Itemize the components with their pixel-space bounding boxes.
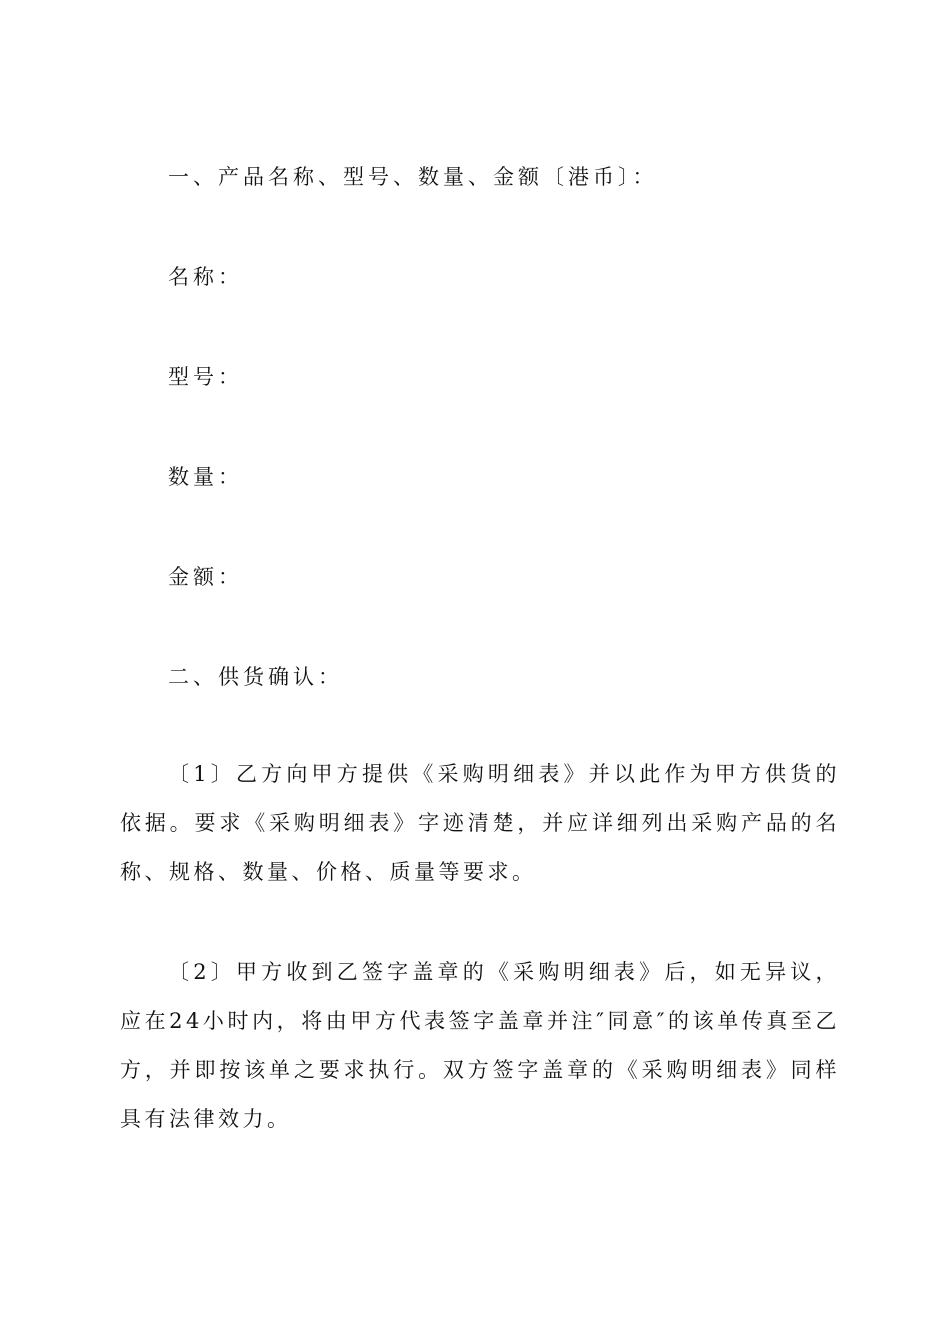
supply-paragraph-2: 〔2〕甲方收到乙签字盖章的《采购明细表》后，如无异议，应在24小时内，将由甲方代表签字盖章并注″同意″的该单传真至乙方，并即按该单之要求执行。双方签字盖章的《采购明细表》同样具有法律效力。 — [120, 960, 840, 1131]
field-label-model: 型号： — [168, 365, 243, 389]
section-1-heading: 一、产品名称、型号、数量、金额〔港币〕： — [168, 165, 658, 189]
field-label-quantity: 数量： — [168, 465, 243, 489]
field-label-amount: 金额： — [168, 565, 243, 589]
section-2-heading: 二、供货确认： — [168, 665, 343, 689]
field-label-name: 名称： — [168, 265, 243, 289]
supply-paragraph-1: 〔1〕乙方向甲方提供《采购明细表》并以此作为甲方供货的依据。要求《采购明细表》字迹清楚，并应详细列出采购产品的名称、规格、数量、价格、质量等要求。 — [120, 762, 840, 884]
